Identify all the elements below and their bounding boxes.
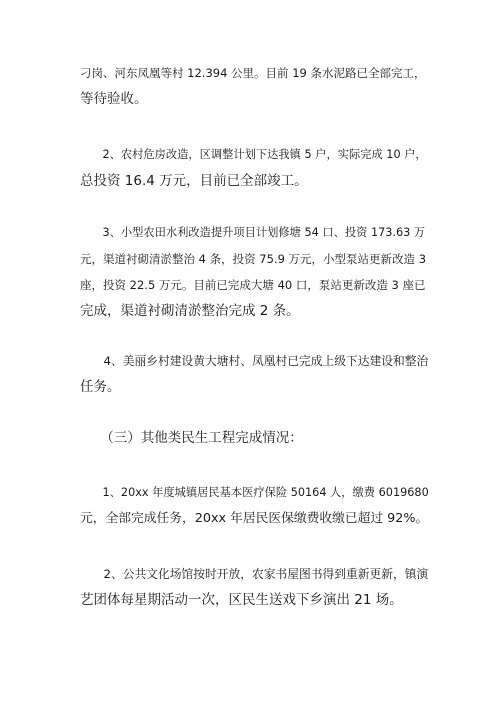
paragraph-medical-insurance xyxy=(80,480,430,532)
paragraph-beautiful-village xyxy=(80,348,430,400)
paragraph-dilapidated-housing xyxy=(80,142,430,194)
text-line: 2、农村危房改造，区调整计划下达我镇 5 户，实际完成 10 户， xyxy=(80,148,427,161)
text-line: 2、公共文化场馆按时开放，农家书屋图书得到重新更新，镇演 xyxy=(80,567,429,581)
text-line: 座，投资 22.5 万元。目前已完成大塘 40 口，泵站更新改造 3 座已 xyxy=(80,278,426,292)
section-heading-other-projects xyxy=(80,425,430,451)
text-line: 任务。 xyxy=(80,379,121,395)
text-line: 刁岗、河东凤凰等村 12.394 公里。目前 19 条水泥路已全部完工， xyxy=(80,66,426,80)
text-line: 1、20xx 年度城镇居民基本医疗保险 50164 人，缴费 6019680 xyxy=(80,486,429,499)
paragraph-road-construction xyxy=(80,60,430,112)
text-line: 完成，渠道衬砌清淤整治完成 2 条。 xyxy=(80,303,300,319)
paragraph-water-conservancy xyxy=(80,220,430,324)
text-line: 元，渠道衬砌清淤整治 4 条，投资 75.9 万元，小型泵站更新改造 3 xyxy=(80,252,427,266)
text-line: 3、小型农田水利改造提升项目计划修塘 54 口、投资 173.63 万 xyxy=(80,226,426,239)
paragraph-cultural-venues xyxy=(80,561,430,613)
text-line: 等待验收。 xyxy=(80,91,148,107)
text-line: 元，全部完成任务，20xx 年居民医保缴费收缴已超过 92%。 xyxy=(80,511,429,526)
text-line: 4、美丽乡村建设黄大塘村、凤凰村已完成上级下达建设和整治 xyxy=(80,354,429,368)
text-line: （三）其他类民生工程完成情况： xyxy=(80,430,303,446)
text-line: 总投资 16.4 万元，目前已全部竣工。 xyxy=(80,173,308,189)
text-line: 艺团体每星期活动一次，区民生送戏下乡演出 21 场。 xyxy=(80,592,403,608)
